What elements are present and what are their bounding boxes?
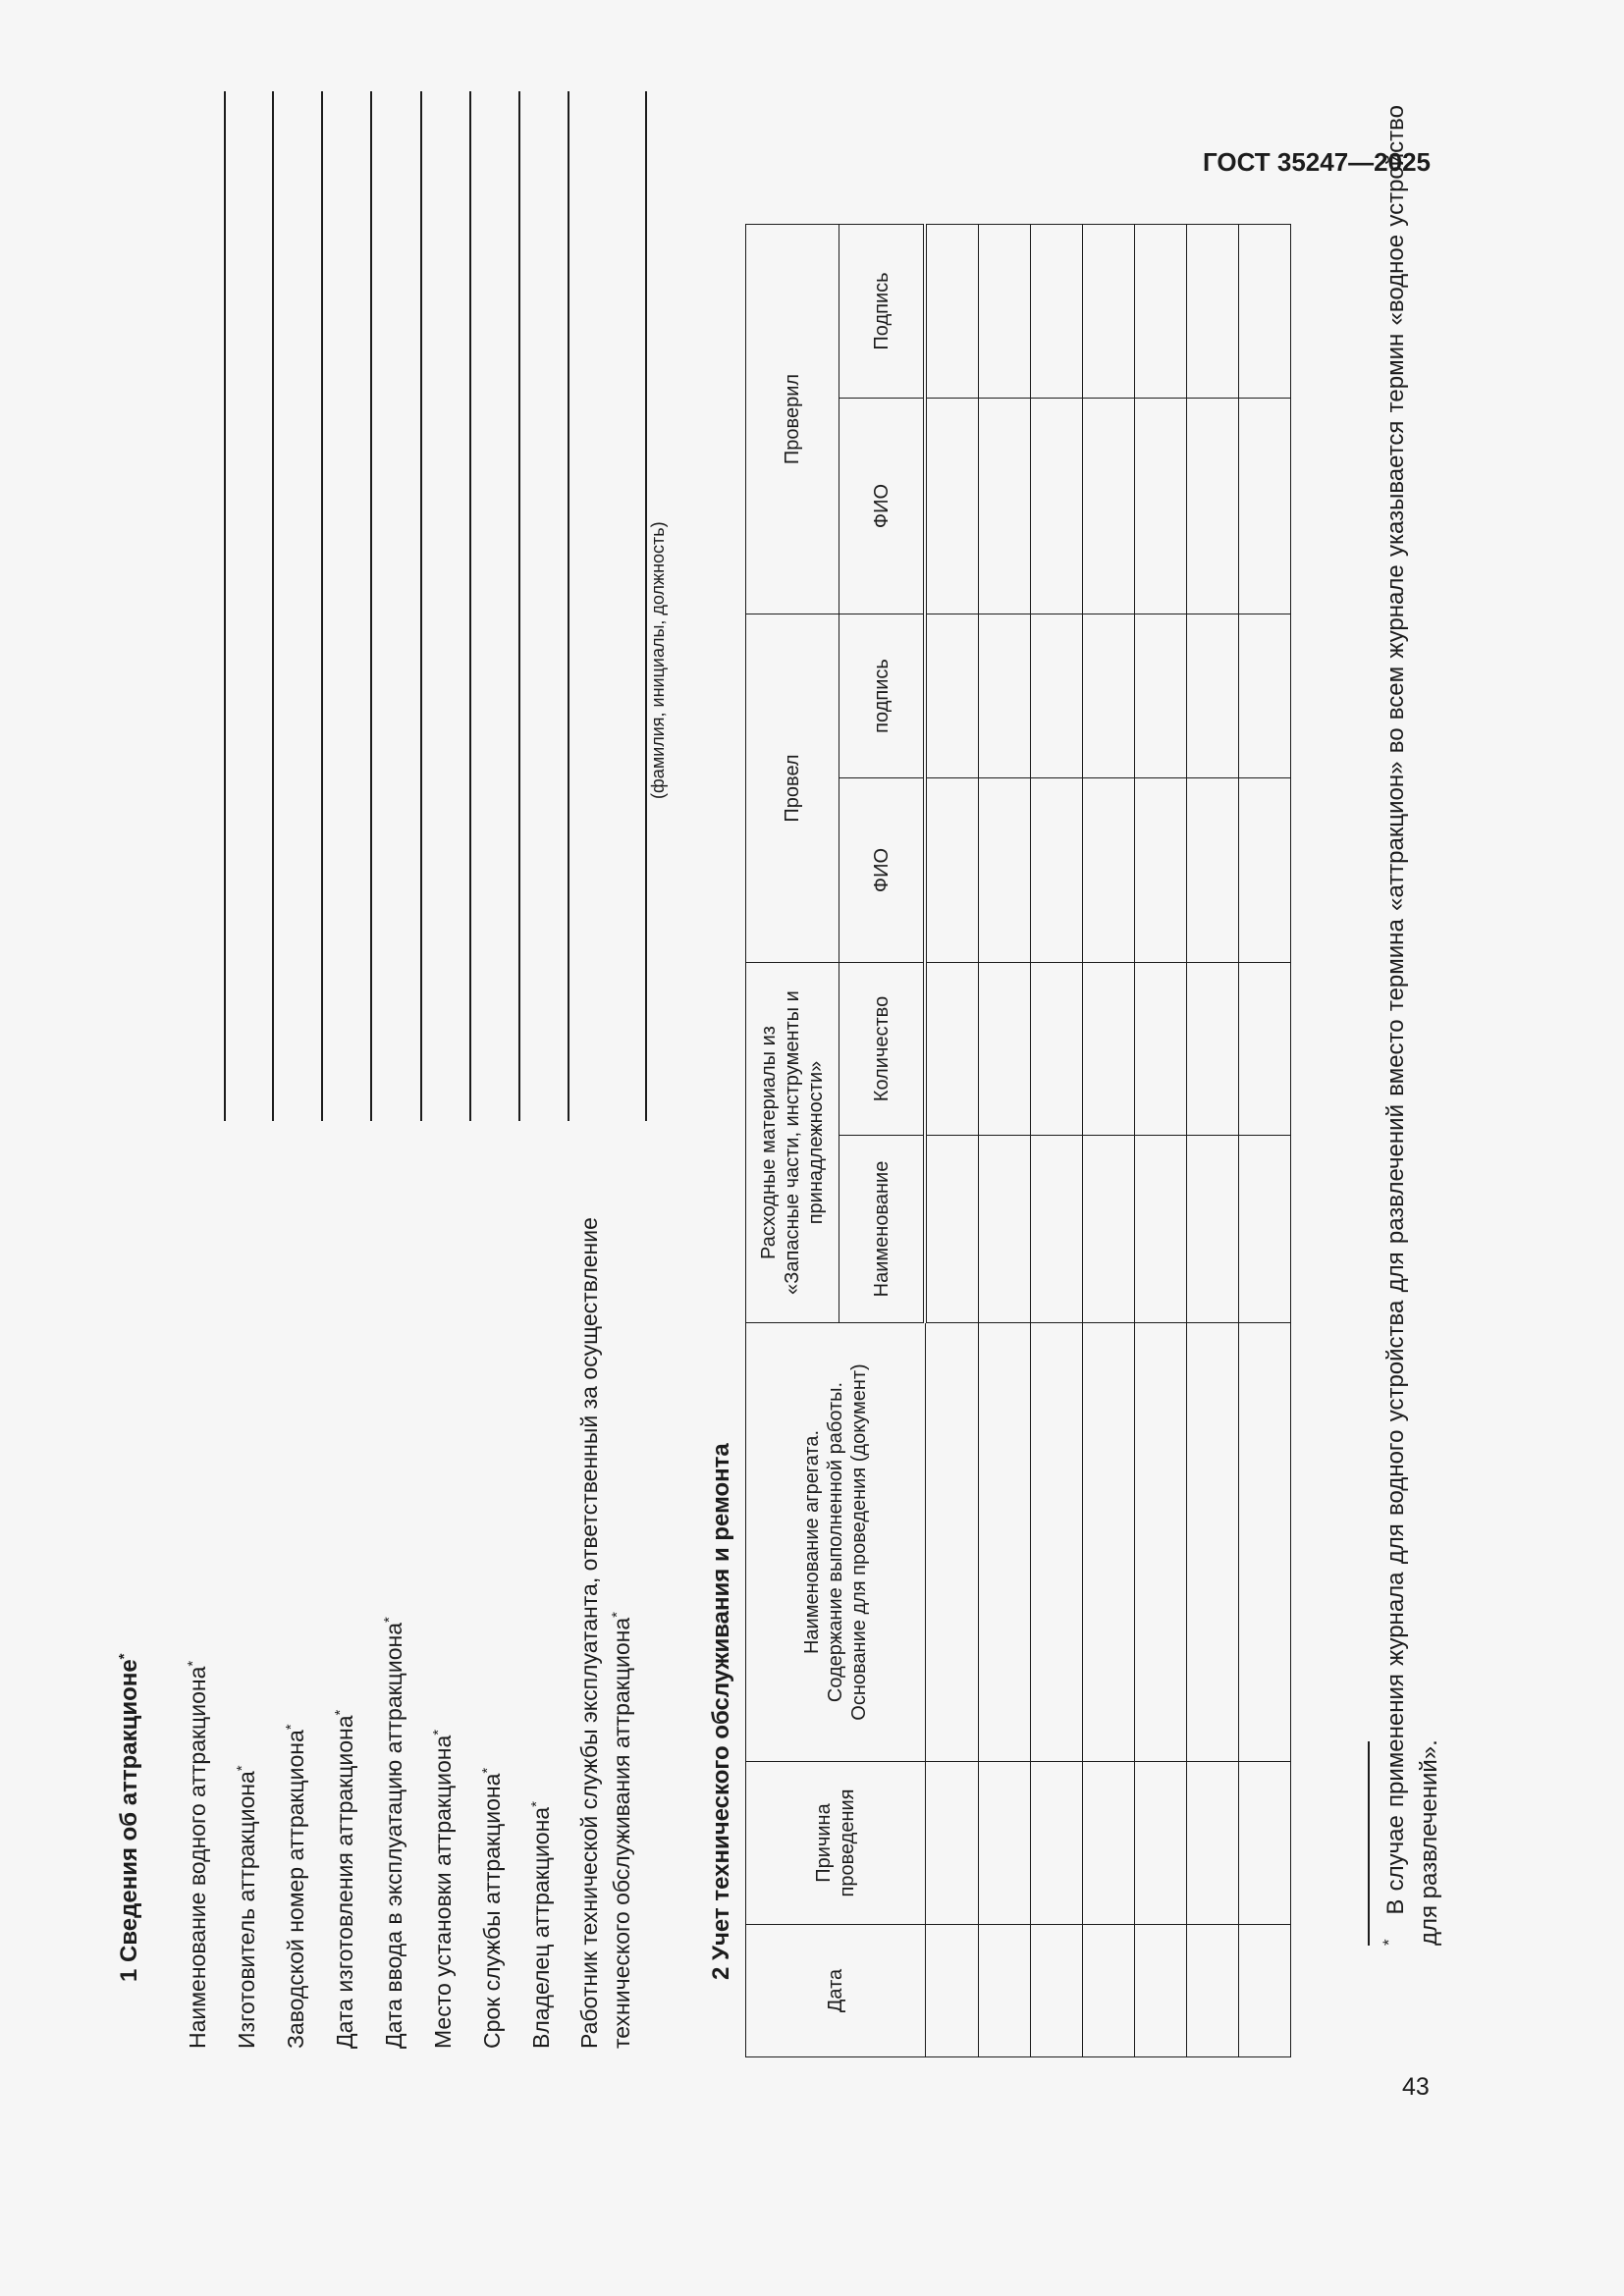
worker-text: технического обслуживания аттракциона <box>609 1617 634 2049</box>
table-cell[interactable] <box>1239 963 1291 1136</box>
table-cell[interactable] <box>1031 225 1083 399</box>
field-line-serial[interactable] <box>321 91 323 1121</box>
table-cell[interactable] <box>925 1323 979 1762</box>
table-cell[interactable] <box>1135 1762 1187 1925</box>
table-cell[interactable] <box>1083 1762 1135 1925</box>
table-cell[interactable] <box>979 1925 1031 2057</box>
table-cell[interactable] <box>1187 778 1239 963</box>
table-cell[interactable] <box>979 1323 1031 1762</box>
table-cell[interactable] <box>1135 225 1187 399</box>
table-cell[interactable] <box>1239 1762 1291 1925</box>
table-cell[interactable] <box>1135 963 1187 1136</box>
footnote-mark: * <box>381 1617 398 1623</box>
footnote-text: В случае применения журнала для водного устройства для развлечений вместо термина «аттракцион» во всем журнале указывается термин «водное устройство для развлечений». <box>1382 105 1442 1946</box>
standard-header: ГОСТ 35247—2025 <box>1203 147 1431 177</box>
field-text: Срок службы аттракциона <box>479 1773 505 2049</box>
table-row <box>1031 225 1083 2057</box>
header-performed-fio: ФИО <box>839 778 926 963</box>
field-label-owner <box>528 1801 555 2049</box>
footnote-mark: * <box>185 1660 201 1667</box>
table-cell[interactable] <box>1239 399 1291 614</box>
section1-title-text: 1 Сведения об аттракционе <box>116 1659 142 1982</box>
field-label-service-life <box>479 1768 506 2049</box>
footnote-marker: * <box>1380 1939 1398 1946</box>
table-cell[interactable] <box>1031 614 1083 778</box>
table-cell[interactable] <box>925 778 979 963</box>
header-checked-sign: Подпись <box>839 225 926 399</box>
table-cell[interactable] <box>1083 1323 1135 1762</box>
table-cell[interactable] <box>1031 778 1083 963</box>
table-cell[interactable] <box>1187 1323 1239 1762</box>
table-cell[interactable] <box>1083 1925 1135 2057</box>
table-row <box>1187 225 1239 2057</box>
table-row <box>925 225 979 2057</box>
field-label-serial <box>283 1724 309 2049</box>
header-checked-fio: ФИО <box>839 399 926 614</box>
table-cell[interactable] <box>1187 1762 1239 1925</box>
table-cell[interactable] <box>1135 1925 1187 2057</box>
table-cell[interactable] <box>1083 225 1135 399</box>
table-cell[interactable] <box>1083 963 1135 1136</box>
table-cell[interactable] <box>1187 963 1239 1136</box>
table-cell[interactable] <box>979 1136 1031 1323</box>
section2-title: 2 Учет технического обслуживания и ремонта <box>708 1443 734 1980</box>
header-reason <box>746 1762 926 1925</box>
table-cell[interactable] <box>979 614 1031 778</box>
field-text: Дата изготовления аттракциона <box>332 1715 357 2049</box>
header-materials-l2: «Запасные части, инструменты и <box>782 990 803 1295</box>
table-row <box>1083 225 1135 2057</box>
table-cell[interactable] <box>1239 778 1291 963</box>
worker-subscript: (фамилия, инициалы, должность) <box>648 521 668 799</box>
table-cell[interactable] <box>1239 1136 1291 1323</box>
table-cell[interactable] <box>925 225 979 399</box>
field-text: Наименование водного аттракциона <box>185 1666 210 2049</box>
table-cell[interactable] <box>979 225 1031 399</box>
table-cell[interactable] <box>925 399 979 614</box>
table-cell[interactable] <box>1135 1323 1187 1762</box>
table-cell[interactable] <box>1083 1136 1135 1323</box>
header-unit <box>746 1323 926 1762</box>
table-cell[interactable] <box>925 1925 979 2057</box>
table-cell[interactable] <box>979 399 1031 614</box>
field-line-owner[interactable] <box>568 91 569 1121</box>
field-text: Заводской номер аттракциона <box>283 1730 308 2049</box>
table-cell[interactable] <box>979 1762 1031 1925</box>
page-number: 43 <box>1402 2073 1430 2101</box>
table-cell[interactable] <box>1187 399 1239 614</box>
table-cell[interactable] <box>1239 614 1291 778</box>
header-materials <box>746 963 839 1323</box>
footnote <box>1373 105 1446 1946</box>
header-performed: Провел <box>746 614 839 963</box>
table-cell[interactable] <box>1239 1323 1291 1762</box>
header-unit-l3: Основание для проведения (документ) <box>847 1363 870 1721</box>
field-text: Владелец аттракциона <box>528 1806 554 2049</box>
field-label-location <box>430 1730 457 2049</box>
field-text: Дата ввода в эксплуатацию аттракциона <box>381 1623 406 2049</box>
table-cell[interactable] <box>925 1136 979 1323</box>
field-text: Место установки аттракциона <box>430 1735 456 2049</box>
field-line-worker[interactable] <box>645 91 647 1121</box>
header-materials-l1: Расходные материалы из <box>758 1026 780 1259</box>
table-cell[interactable] <box>1031 1762 1083 1925</box>
table-cell[interactable] <box>925 1762 979 1925</box>
table-cell[interactable] <box>1031 399 1083 614</box>
footnote-mark: * <box>609 1612 625 1618</box>
field-text: Изготовитель аттракциона <box>234 1771 259 2049</box>
table-cell[interactable] <box>1031 1136 1083 1323</box>
footnote-mark: * <box>479 1767 496 1774</box>
table-cell[interactable] <box>1239 225 1291 399</box>
table-cell[interactable] <box>1031 1323 1083 1762</box>
header-materials-l3: принадлежности» <box>805 1060 827 1225</box>
footnote-mark: * <box>430 1729 447 1735</box>
table-cell[interactable] <box>1187 614 1239 778</box>
worker-label-line2 <box>609 1612 635 2049</box>
field-line-commissioning-date[interactable] <box>420 91 422 1121</box>
table-cell[interactable] <box>1187 1136 1239 1323</box>
header-materials-name: Наименование <box>839 1136 926 1323</box>
table-cell[interactable] <box>1187 225 1239 399</box>
field-label-name <box>185 1661 211 2049</box>
table-cell[interactable] <box>1031 963 1083 1136</box>
table-cell[interactable] <box>1083 778 1135 963</box>
table-cell[interactable] <box>1187 1925 1239 2057</box>
header-unit-l2: Содержание выполненной работы. <box>824 1381 846 1703</box>
footnote-rule <box>1368 1741 1370 1946</box>
header-materials-qty: Количество <box>839 963 926 1136</box>
table-cell[interactable] <box>1135 399 1187 614</box>
header-date: Дата <box>746 1925 926 2057</box>
table-cell[interactable] <box>925 614 979 778</box>
footnote-mark: * <box>332 1709 349 1716</box>
footnote-mark: * <box>283 1724 299 1731</box>
section1-title <box>116 1653 143 1982</box>
footnote-mark: * <box>234 1765 250 1772</box>
table-row <box>979 225 1031 2057</box>
table-cell[interactable] <box>1135 1136 1187 1323</box>
field-label-manufacturer <box>234 1765 260 2049</box>
field-line-manufacturer[interactable] <box>272 91 274 1121</box>
field-line-location[interactable] <box>469 91 471 1121</box>
header-performed-sign: подпись <box>839 614 926 778</box>
field-line-name[interactable] <box>224 91 226 1121</box>
worker-label-line1: Работник технической службы эксплуатанта, ответственный за осуществление <box>576 1217 602 2049</box>
header-unit-l1: Наименование агрегата. <box>800 1429 823 1655</box>
header-reason-l2: проведения <box>836 1789 858 1897</box>
table-cell[interactable] <box>1135 778 1187 963</box>
table-cell[interactable] <box>1135 614 1187 778</box>
field-label-manufacture-date <box>332 1710 358 2049</box>
header-checked: Проверил <box>746 225 839 614</box>
footnote-mark: * <box>528 1801 545 1807</box>
section1-title-mark: * <box>116 1653 133 1660</box>
field-line-service-life[interactable] <box>518 91 520 1121</box>
table-cell[interactable] <box>1083 399 1135 614</box>
maintenance-table <box>745 224 1291 2057</box>
table-cell[interactable] <box>979 963 1031 1136</box>
table-cell[interactable] <box>1239 1925 1291 2057</box>
field-line-manufacture-date[interactable] <box>370 91 372 1121</box>
header-reason-l1: Причина <box>812 1803 835 1883</box>
table-cell[interactable] <box>1031 1925 1083 2057</box>
table-row <box>1135 225 1187 2057</box>
table-cell[interactable] <box>925 963 979 1136</box>
table-cell[interactable] <box>1083 614 1135 778</box>
table-row <box>1239 225 1291 2057</box>
table-cell[interactable] <box>979 778 1031 963</box>
field-label-commissioning-date <box>381 1617 407 2049</box>
